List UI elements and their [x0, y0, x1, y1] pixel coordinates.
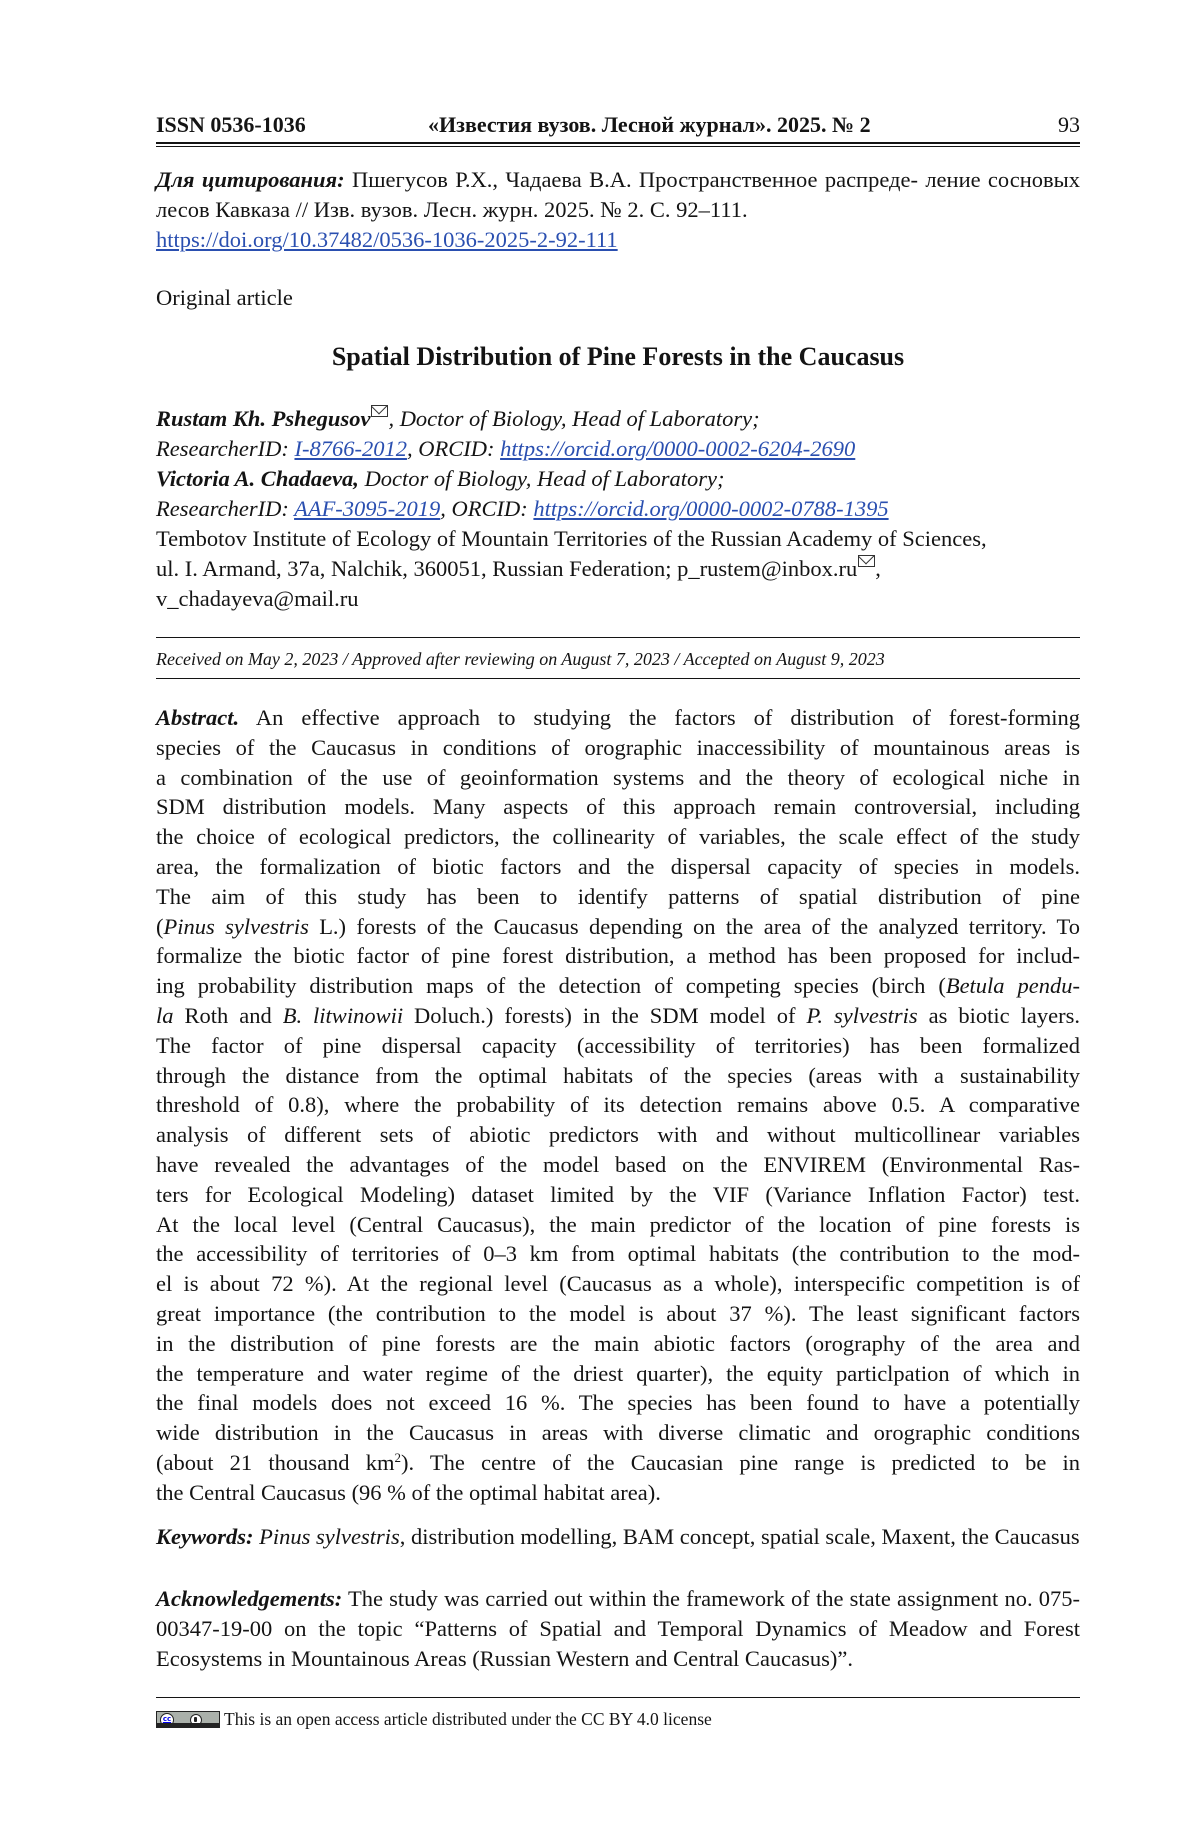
abstract-line: The factor of pine dispersal capacity (accessibility of territories) has been formalized [156, 1032, 1080, 1058]
species-name: la [156, 1002, 174, 1028]
abstract-line: analysis of different sets of abiotic predictors with and without multicollinear variables [156, 1122, 1080, 1148]
license-text: This is an open access article distributed under the CC BY 4.0 license [224, 1709, 712, 1729]
affiliation-line-2 [156, 554, 1080, 584]
dates-rule-bottom [156, 678, 1080, 679]
authors-block [156, 404, 1080, 614]
header-rule [156, 142, 1080, 147]
author-1-ids [156, 434, 1080, 464]
footer-rule [156, 1697, 1080, 1698]
license-footer [156, 1706, 1080, 1732]
citation-text-2: ление сосновых лесов Кавказа // Изв. вузов. Лесн. журн. 2025. № 2. С. 92–111. [156, 167, 1081, 222]
keywords-text: , distribution modelling, BAM concept, spatial scale, Maxent, the Caucasus [399, 1524, 1080, 1549]
author-1-line [156, 404, 1080, 434]
abstract-line: area, the formalization of biotic factors and the dispersal capacity of species in models. [156, 853, 1080, 879]
superscript: 2 [394, 1449, 401, 1465]
orcid-label: , ORCID: [440, 496, 534, 521]
abstract-line: the temperature and water regime of the driest quarter), the equity particlpation of which in [156, 1360, 1080, 1386]
abstract-line: SDM distribution models. Many aspects of this approach remain controversial, including [156, 794, 1080, 820]
author-2-researcher-id-link[interactable]: AAF-3095-2019 [294, 496, 441, 521]
affiliation-comma: , [875, 556, 881, 581]
author-2-line [156, 464, 1080, 494]
keywords-block [156, 1522, 1080, 1552]
citation-text-1: Пшегусов Р.Х., Чадаева В.А. Пространственное распреде- [351, 167, 918, 192]
author-1-researcher-id-link[interactable]: I-8766-2012 [294, 436, 407, 461]
researcher-id-label: ResearcherID: [156, 436, 295, 461]
author-1-name: Rustam Kh. Pshegusov [156, 406, 371, 431]
article-dates: Received on May 2, 2023 / Approved after reviewing on August 7, 2023 / Accepted on August 9, 2023 [156, 649, 885, 669]
page-number: 93 [1058, 112, 1080, 137]
cc-icon: cc [160, 1713, 174, 1727]
abstract-line: (Pinus sylvestris L.) forests of the Caucasus depending on the area of the analyzed territory. To [156, 913, 1080, 939]
badge-bar [157, 1723, 219, 1727]
envelope-icon [858, 555, 875, 567]
abstract-line: (about 21 thousand $km^2$). The centre of the Caucasian pine range is predicted to be in [156, 1449, 1080, 1475]
abstract-line: formalize the biotic factor of pine forest distribution, a method has been proposed for includ- [156, 943, 1080, 969]
abstract-line: la Roth and B. litwinowii Doluch.) forests) in the SDM model of P. sylvestris as biotic layers. [156, 1002, 1080, 1028]
article-title: Spatial Distribution of Pine Forests in the Caucasus [331, 342, 905, 371]
abstract-line: At the local level (Central Caucasus), the main predictor of the location of pine forests is [156, 1211, 1080, 1237]
abstract-block [156, 703, 1080, 1508]
abstract-line: the final models does not exceed 16 %. The species has been found to have a potentially [156, 1390, 1080, 1416]
abstract-line: ters for Ecological Modeling) dataset limited by the VIF (Variance Inflation Factor) test. [156, 1181, 1080, 1207]
author-1-role: , Doctor of Biology, Head of Laboratory; [388, 406, 760, 431]
abstract-line: el is about 72 %). At the regional level (Caucasus as a whole), interspecific competition is of [156, 1271, 1080, 1297]
citation-doi-link[interactable]: https://doi.org/10.37482/0536-1036-2025-2-92-111 [156, 227, 618, 252]
abstract-line: a combination of the use of geoinformation systems and the theory of ecological niche in [156, 764, 1080, 790]
affiliation-email-2: v_chadayeva@mail.ru [156, 586, 359, 611]
author-2-orcid-link[interactable]: https://orcid.org/0000-0002-0788-1395 [533, 496, 889, 521]
citation-block [156, 165, 1080, 255]
affiliation-address: ul. I. Armand, 37a, Nalchik, 360051, Russian Federation; p_rustem@inbox.ru [156, 556, 858, 581]
abstract-line: species of the Caucasus in conditions of orographic inaccessibility of mountainous areas is [156, 734, 1080, 760]
abstract-line: ing probability distribution maps of the detection of competing species (birch (Betula pendu- [156, 973, 1080, 999]
citation-label: Для цитирования: [156, 167, 345, 192]
author-2-name: Victoria A. Chadaeva, [156, 466, 359, 491]
abstract-label: Abstract. [156, 705, 240, 730]
abstract-line: in the distribution of pine forests are the main abiotic factors (orography of the area and [156, 1330, 1080, 1356]
abstract-line: Abstract. An effective approach to studying the factors of distribution of forest-forming [156, 705, 1080, 730]
orcid-label: , ORCID: [406, 436, 501, 461]
affiliation-line-1: Tembotov Institute of Ecology of Mountain Territories of the Russian Academy of Sciences, [156, 526, 987, 551]
abstract-line: the Central Caucasus (96 % of the optimal habitat area). [156, 1479, 661, 1505]
species-name: P. sylvestris [806, 1002, 918, 1028]
acknowledgements-label: Acknowledgements: [156, 1586, 343, 1611]
species-name: Pinus sylvestris [163, 913, 309, 939]
author-1-orcid-link[interactable]: https://orcid.org/0000-0002-6204-2690 [500, 436, 856, 461]
acknowledgements-text: The study was carried out within the framework of the state assignment no. 075-00347-19-00 on the topic “Patterns of Spatial and Temporal Dynamics of Meadow and Forest Ecosystems in Mountainous Areas (Russian Western and Central Caucasus)”. [156, 1586, 1080, 1671]
species-name: Betula pendu- [945, 973, 1080, 999]
abstract-line: the accessibility of territories of 0–3 km from optimal habitats (the contribution to the mod- [156, 1241, 1080, 1267]
journal-name: «Известия вузов. Лесной журнал». 2025. № 2 [428, 112, 871, 137]
keyword-species: Pinus sylvestris [259, 1524, 400, 1549]
abstract-line: threshold of 0.8), where the probability of its detection remains above 0.5. A comparative [156, 1092, 1080, 1118]
author-2-ids [156, 494, 1080, 524]
dates-rule-top [156, 637, 1080, 638]
species-name: B. litwinowii [282, 1002, 404, 1028]
keywords-label: Keywords: [156, 1524, 254, 1549]
abstract-line: wide distribution in the Caucasus in areas with diverse climatic and orographic conditions [156, 1420, 1080, 1446]
running-head [156, 110, 1080, 140]
researcher-id-label: ResearcherID: [156, 496, 295, 521]
abstract-line: through the distance from the optimal habitats of the species (areas with a sustainability [156, 1062, 1080, 1088]
abstract-line: The aim of this study has been to identify patterns of spatial distribution of pine [156, 883, 1080, 909]
envelope-icon [371, 405, 388, 417]
abstract-line: the choice of ecological predictors, the collinearity of variables, the scale effect of the study [156, 824, 1080, 850]
abstract-line: great importance (the contribution to the model is about 37 %). The least significant factors [156, 1300, 1080, 1326]
cc-by-license-badge[interactable] [156, 1711, 220, 1728]
author-2-role: Doctor of Biology, Head of Laboratory; [358, 466, 725, 491]
issn: ISSN 0536-1036 [156, 112, 306, 137]
article-type: Original article [156, 285, 293, 310]
acknowledgements-block [156, 1584, 1080, 1673]
abstract-line: have revealed the advantages of the model based on the ENVIREM (Environmental Ras- [156, 1151, 1080, 1177]
